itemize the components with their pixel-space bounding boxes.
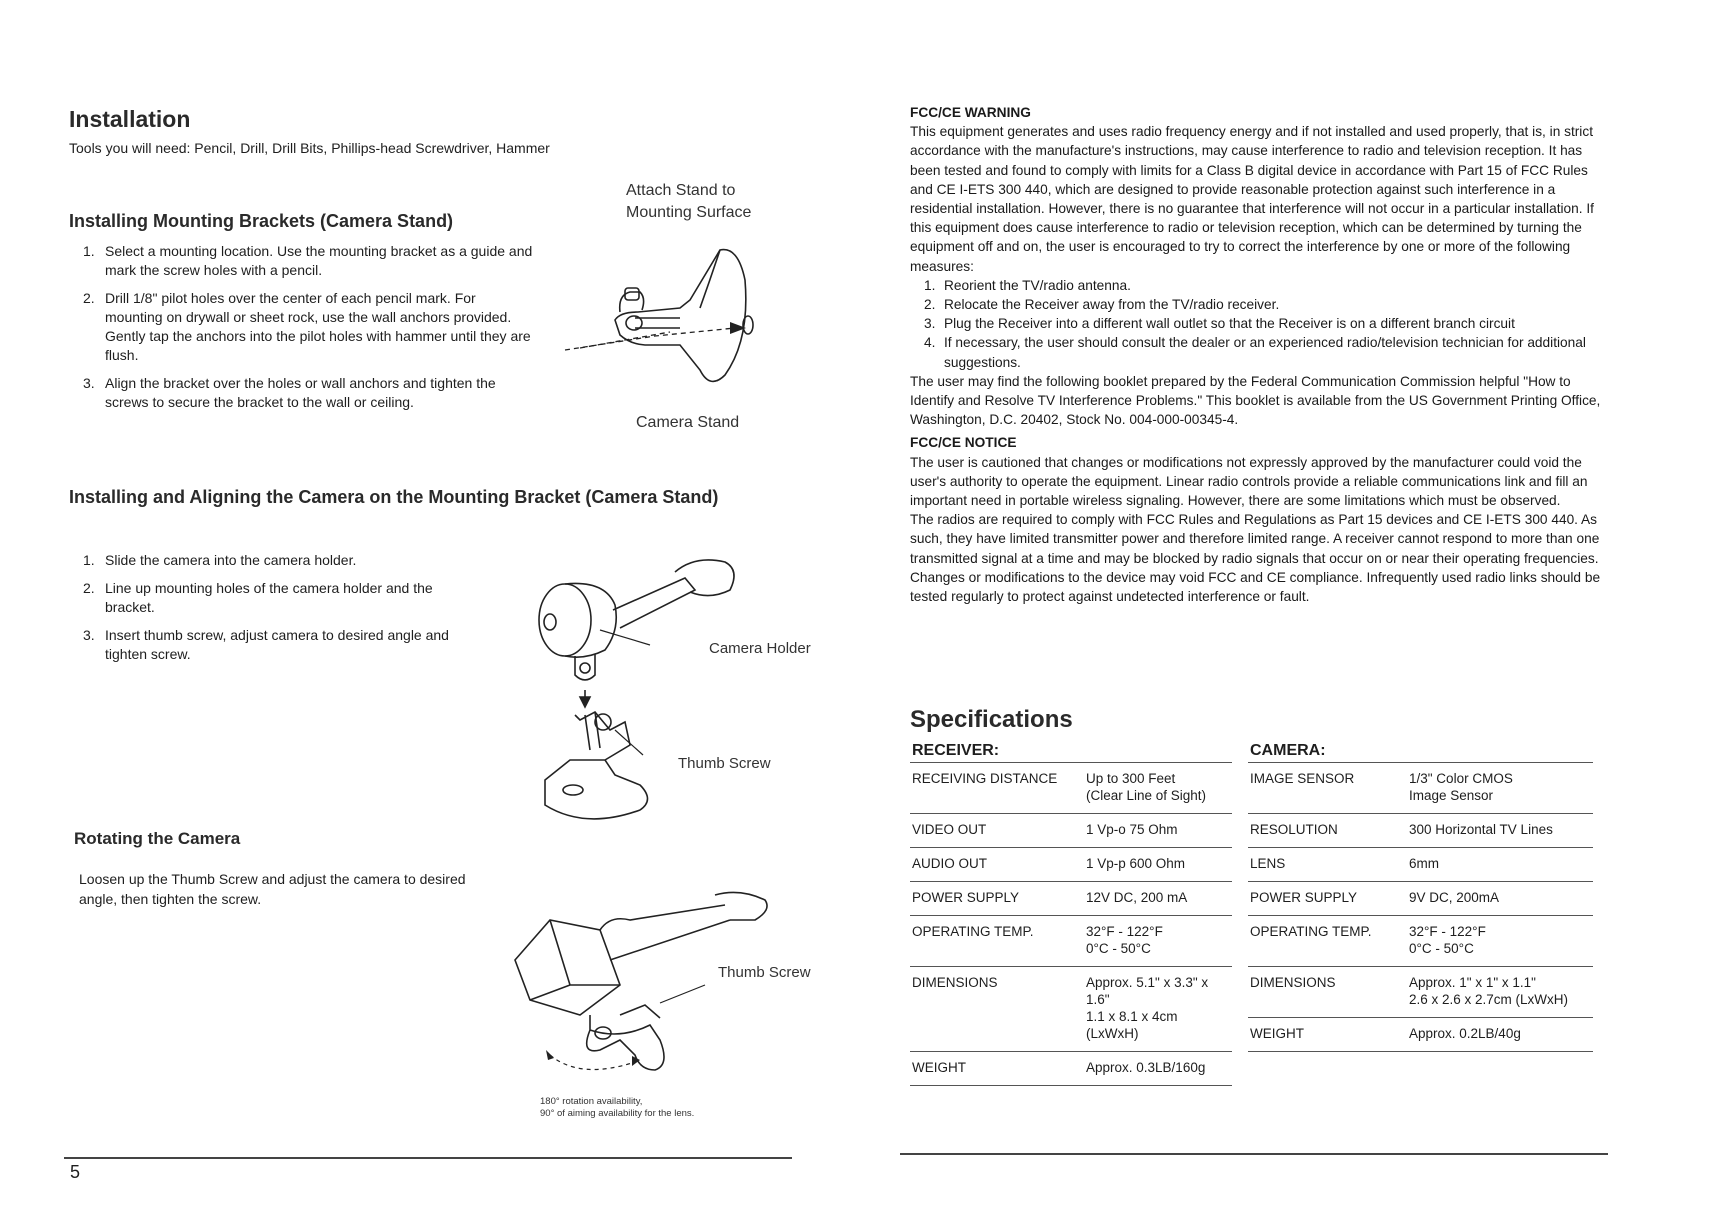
thumb-screw-label: Thumb Screw — [678, 755, 771, 772]
table-row: OPERATING TEMP. 32°F - 122°F 0°C - 50°C — [1248, 916, 1593, 967]
camera-stand-caption: Camera Stand — [636, 414, 740, 431]
fcc-warning-text: This equipment generates and uses radio frequency energy and if not installed and used properly, that is, in strict accordance with the manufacture's instructions, may cause interference to radio and television reception. It has been tested and found to comply with limits for a Class B digital device in accordance with Part 15 of FCC Rules and CE I-ETS 300 440, which are designed to provide reasonable protection against such interference in a residential installation. However, there is no guarantee that interference will not occur in a particular installation. If this equipment does cause interference to radio or television reception, which can be determined by turning the equipment off and on, the user is encouraged to try to correct the interference by one or more of the following measures: — [910, 124, 1594, 274]
tools-needed: Tools you will need: Pencil, Drill, Drill Bits, Phillips-head Screwdriver, Hammer — [69, 140, 550, 156]
fcc-notice-title: FCC/CE NOTICE — [910, 435, 1017, 451]
camera-holder-illustration — [525, 550, 795, 840]
list-item: 2. Relocate the Receiver away from the TV/radio receiver. — [924, 297, 1280, 313]
camera-spec-table — [1248, 740, 1593, 1052]
page-number: 5 — [70, 1162, 81, 1182]
camera-header: CAMERA: — [1248, 740, 1593, 763]
list-item: 3. Plug the Receiver into a different wall outlet so that the Receiver is on a different branch circuit — [924, 316, 1515, 332]
rotation-note: 180° rotation availability, 90° of aiming availability for the lens. — [540, 1096, 695, 1119]
camera-stand-illustration — [560, 240, 790, 400]
left-page-rule — [64, 1157, 792, 1159]
fcc-warning-title: FCC/CE WARNING — [910, 105, 1031, 120]
table-row: WEIGHT Approx. 0.2LB/40g — [1248, 1018, 1593, 1052]
list-item: 1. Select a mounting location. Use the mounting bracket as a guide and mark the screw holes with a pencil. — [83, 243, 533, 278]
aligning-steps — [83, 551, 483, 673]
rotating-camera-illustration — [510, 890, 800, 1080]
receiver-header: RECEIVER: — [910, 740, 1232, 763]
aligning-title: Installing and Aligning the Camera on the Mounting Bracket (Camera Stand) — [69, 487, 719, 507]
list-item: 3. Align the bracket over the holes or wall anchors and tighten the screws to secure the bracket to the wall or ceiling. — [83, 375, 496, 410]
list-item: 3. Insert thumb screw, adjust camera to desired angle and tighten screw. — [83, 627, 449, 662]
list-item: 1. Slide the camera into the camera holder. — [83, 552, 357, 568]
thumb-screw-label-2: Thumb Screw — [718, 964, 811, 981]
specifications-title: Specifications — [910, 706, 1073, 733]
table-row: OPERATING TEMP. 32°F - 122°F 0°C - 50°C — [910, 916, 1232, 967]
table-row: POWER SUPPLY 9V DC, 200mA — [1248, 882, 1593, 916]
list-item: 2. Line up mounting holes of the camera holder and the bracket. — [83, 580, 433, 615]
camera-holder-label: Camera Holder — [709, 640, 811, 657]
table-row: VIDEO OUT 1 Vp-o 75 Ohm — [910, 814, 1232, 848]
table-row: AUDIO OUT 1 Vp-p 600 Ohm — [910, 848, 1232, 882]
attach-stand-caption: Attach Stand to Mounting Surface — [626, 182, 752, 221]
table-row: LENS 6mm — [1248, 848, 1593, 882]
installation-title: Installation — [69, 106, 191, 132]
rotating-text: Loosen up the Thumb Screw and adjust the camera to desired angle, then tighten the screw. — [79, 871, 466, 907]
brackets-title: Installing Mounting Brackets (Camera Stand) — [69, 211, 454, 231]
table-row: POWER SUPPLY 12V DC, 200 mA — [910, 882, 1232, 916]
brackets-steps — [83, 242, 533, 421]
fcc-booklet-text: The user may find the following booklet prepared by the Federal Communication Commission helpful "How to Identify and Resolve TV Interference Problems." This booklet is available from the US Government Printing Office, Washington, D.C. 20402, Stock No. 004-000-00345-4. — [910, 373, 1601, 428]
table-row: IMAGE SENSOR 1/3" Color CMOS Image Sensor — [1248, 763, 1593, 814]
list-item: 2. Drill 1/8" pilot holes over the center of each pencil mark. For mounting on drywall or sheet rock, use the wall anchors provided. Gently tap the anchors into the pilot holes with hammer until they are flush. — [83, 290, 531, 363]
rotating-title: Rotating the Camera — [74, 829, 241, 848]
fcc-notice-text-1: The user is cautioned that changes or modifications not expressly approved by the manufacturer could void the user's authority to operate the equipment. Linear radio controls provide a reliable communications link and fill an important need in portable wireless signaling. However, there are some limitations which must be observed. — [910, 454, 1588, 509]
list-item: 4. If necessary, the user should consult the dealer or an experienced radio/television technician for additional suggestions. — [924, 335, 1586, 370]
table-row: WEIGHT Approx. 0.3LB/160g — [910, 1052, 1232, 1086]
fcc-measures — [910, 276, 1610, 372]
table-row: DIMENSIONS Approx. 1" x 1" x 1.1" 2.6 x 2.6 x 2.7cm (LxWxH) — [1248, 967, 1593, 1018]
fcc-notice-text-2: The radios are required to comply with FCC Rules and Regulations as Part 15 devices and CE I-ETS 300 440. As such, they have limited transmitter power and therefore limited range. A receiver cannot respond to more than one transmitted signal at a time and may be blocked by radio signals that occur on or near their operating frequencies. Changes or modifications to the device may void FCC and CE compliance. Infrequently used radio links should be tested regularly to protect against undetected interference or fault. — [910, 512, 1601, 605]
receiver-spec-table — [910, 740, 1232, 1086]
table-row: RESOLUTION 300 Horizontal TV Lines — [1248, 814, 1593, 848]
right-page-rule — [900, 1153, 1608, 1155]
table-row: DIMENSIONS Approx. 5.1" x 3.3" x 1.6" 1.1 x 8.1 x 4cm (LxWxH) — [910, 967, 1232, 1052]
list-item: 1. Reorient the TV/radio antenna. — [924, 277, 1131, 293]
table-row: RECEIVING DISTANCE Up to 300 Feet (Clear Line of Sight) — [910, 763, 1232, 814]
fcc-section — [910, 103, 1610, 606]
